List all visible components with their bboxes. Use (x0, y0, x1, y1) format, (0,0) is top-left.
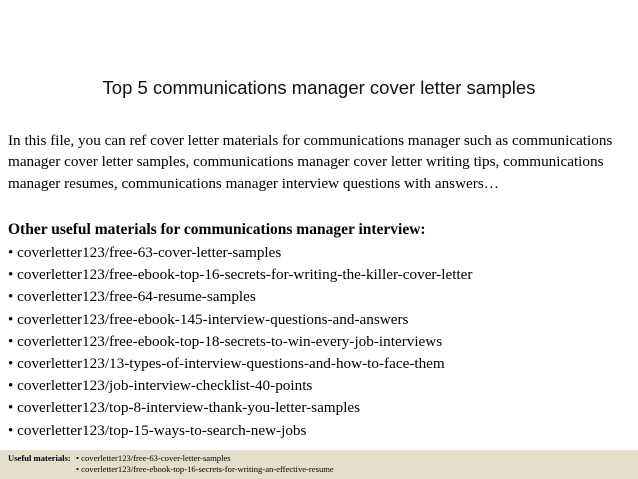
footer-label: Useful materials: (8, 453, 71, 463)
list-item: • coverletter123/top-8-interview-thank-you-letter-samples (8, 399, 361, 417)
list-item: • coverletter123/free-ebook-145-interview-questions-and-answers (8, 310, 409, 328)
footer-item: • coverletter123/free-ebook-top-16-secrets-for-writing-an-effective-resume (76, 464, 334, 474)
materials-heading: Other useful materials for communications manager interview: (8, 221, 426, 238)
list-item: • coverletter123/top-15-ways-to-search-new-jobs (8, 421, 307, 439)
list-item: • coverletter123/free-ebook-top-16-secrets-for-writing-the-killer-cover-letter (8, 266, 473, 284)
list-item: • coverletter123/13-types-of-interview-questions-and-how-to-face-them (8, 355, 445, 373)
page-title: Top 5 communications manager cover letter samples (102, 77, 536, 98)
footer-band (0, 450, 638, 479)
list-item: • coverletter123/free-64-resume-samples (8, 288, 256, 306)
materials-list (8, 242, 472, 442)
list-item: • coverletter123/free-ebook-top-18-secrets-to-win-every-job-interviews (8, 332, 443, 350)
list-item: • coverletter123/free-63-cover-letter-samples (8, 244, 282, 261)
list-item: • coverletter123/job-interview-checklist-40-points (8, 377, 313, 395)
intro-paragraph: In this file, you can ref cover letter materials for communications manager such as communications manager cover letter samples, communications manager cover letter writing tips, communications manager resumes, communications manager interview questions with answers… (8, 132, 613, 192)
footer-item: • coverletter123/free-63-cover-letter-samples (76, 453, 231, 463)
